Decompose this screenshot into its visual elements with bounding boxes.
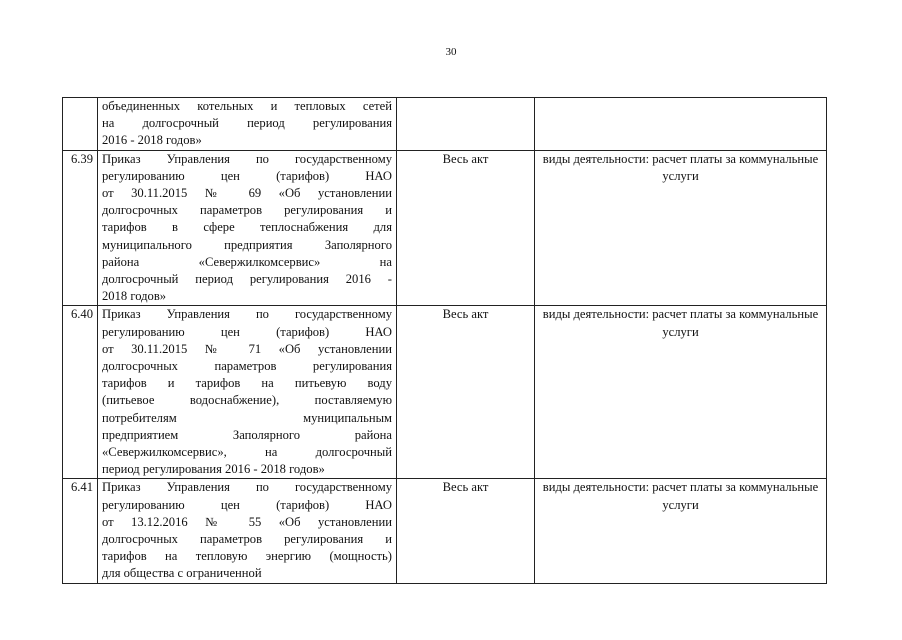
act-title-line: (питьевое водоснабжение), поставляемую <box>102 393 392 408</box>
acts-table <box>62 97 827 584</box>
act-title <box>98 98 397 151</box>
act-title <box>98 306 397 479</box>
act-note: виды деятельности: расчет платы за коммунальные услуги <box>535 479 827 583</box>
act-note: виды деятельности: расчет платы за коммунальные услуги <box>535 150 827 306</box>
act-title-line: предприятием Заполярного района <box>102 427 392 442</box>
act-title-line: долгосрочных параметров регулирования <box>102 359 392 374</box>
act-title-line: тарифов в сфере теплоснабжения для <box>102 220 392 235</box>
act-title-line: тарифов и тарифов на питьевую воду <box>102 376 392 391</box>
act-title-line: долгосрочных параметров регулирования и <box>102 203 392 218</box>
act-title-line: регулированию цен (тарифов) НАО <box>102 168 392 183</box>
row-number: 6.39 <box>63 150 98 306</box>
act-title-line: от 30.11.2015 № 69 «Об установлении <box>102 186 392 201</box>
act-title-line: 2018 годов» <box>102 289 167 304</box>
act-scope: Весь акт <box>397 306 535 479</box>
act-title-line: объединенных котельных и тепловых сетей <box>102 99 392 113</box>
act-title-line: тарифов на тепловую энергию (мощность) <box>102 549 392 564</box>
table-row <box>63 150 827 306</box>
act-title-line: Приказ Управления по государственному <box>102 151 392 166</box>
act-title-line: на долгосрочный период регулирования <box>102 116 392 131</box>
table-row <box>63 479 827 583</box>
act-title-line: долгосрочных параметров регулирования и <box>102 532 392 547</box>
act-title-line: Приказ Управления по государственному <box>102 480 392 495</box>
act-title-line: «Севержилкомсервис», на долгосрочный <box>102 445 392 460</box>
act-note <box>535 98 827 151</box>
act-title-line: 2016 - 2018 годов» <box>102 133 202 148</box>
act-scope <box>397 98 535 151</box>
act-title-line: регулированию цен (тарифов) НАО <box>102 497 392 512</box>
act-scope: Весь акт <box>397 479 535 583</box>
table-row <box>63 98 827 151</box>
act-title-line: от 30.11.2015 № 71 «Об установлении <box>102 341 392 356</box>
act-title-line: Приказ Управления по государственному <box>102 307 392 322</box>
act-title-line: долгосрочный период регулирования 2016 - <box>102 272 392 287</box>
row-number: 6.41 <box>63 479 98 583</box>
act-title-line: регулированию цен (тарифов) НАО <box>102 324 392 339</box>
act-scope: Весь акт <box>397 150 535 306</box>
table-row <box>63 306 827 479</box>
act-title-line: района «Севержилкомсервис» на <box>102 254 392 269</box>
act-title-line: для общества с ограниченной <box>102 566 262 581</box>
act-title <box>98 479 397 583</box>
act-title-line: от 13.12.2016 № 55 «Об установлении <box>102 514 392 529</box>
row-number: 6.40 <box>63 306 98 479</box>
act-title-line: муниципального предприятия Заполярного <box>102 237 392 252</box>
page-number: 30 <box>445 46 457 58</box>
act-title <box>98 150 397 306</box>
act-title-line: потребителям муниципальным <box>102 410 392 425</box>
act-title-line: период регулирования 2016 - 2018 годов» <box>102 462 325 477</box>
row-number <box>63 98 98 151</box>
act-note: виды деятельности: расчет платы за коммунальные услуги <box>535 306 827 479</box>
